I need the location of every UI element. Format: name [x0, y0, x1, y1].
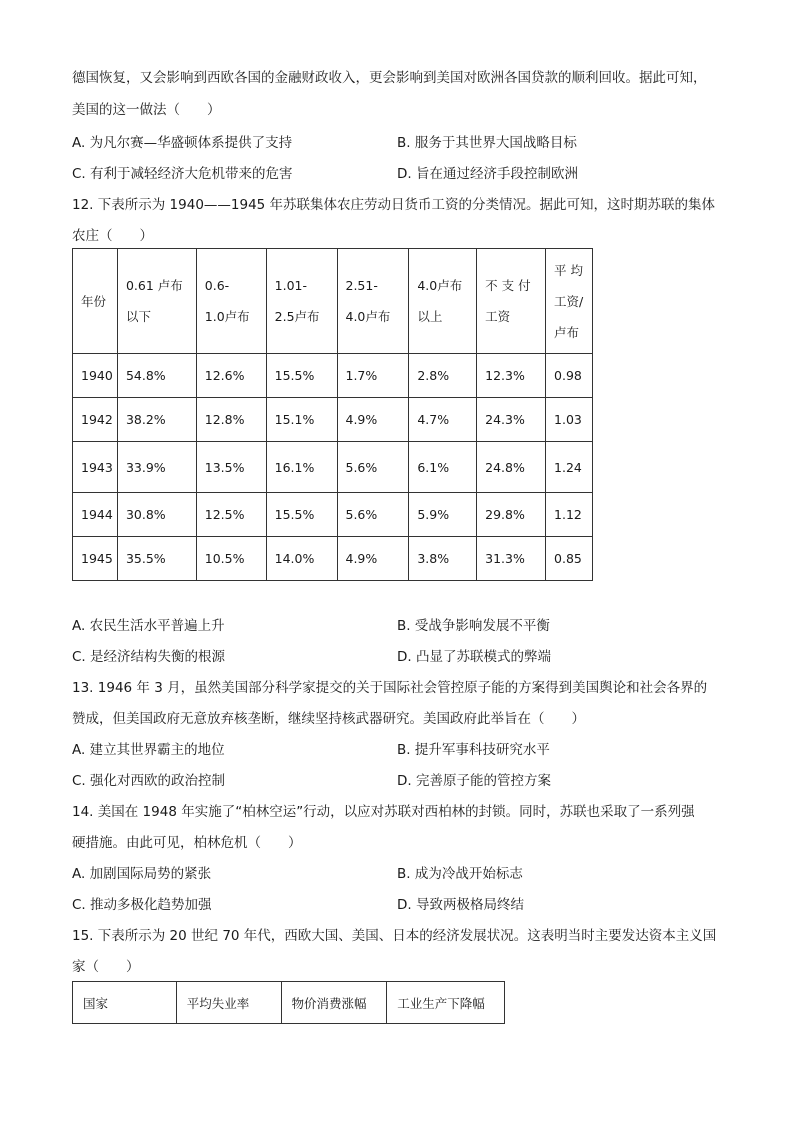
table-row — [73, 537, 593, 581]
header-101-25: 1.01- 2.5卢布 — [266, 249, 337, 354]
table-cell: 6.1% — [409, 442, 477, 493]
table-cell: 38.2% — [117, 398, 196, 442]
q11-stem-line2: 美国的这一做法（ ） — [72, 102, 221, 118]
header-above-40: 4.0卢布 以上 — [409, 249, 477, 354]
table-row — [73, 493, 593, 537]
table-cell: 0.85 — [546, 537, 593, 581]
table-cell: 0.98 — [546, 354, 593, 398]
q12-option-b[interactable]: B. 受战争影响发展不平衡 — [397, 618, 550, 634]
q13-stem-line2: 赞成，但美国政府无意放弃核垄断，继续坚持核武器研究。美国政府此举旨在（ ） — [72, 711, 585, 727]
header-below-061: 0.61 卢布 以下 — [117, 249, 196, 354]
table-cell: 35.5% — [117, 537, 196, 581]
q11-stem-line1: 德国恢复，又会影响到西欧各国的金融财政收入，更会影响到美国对欧洲各国贷款的顺利回收。据此可知， — [72, 70, 707, 86]
table-row — [73, 354, 593, 398]
q13-option-c[interactable]: C. 强化对西欧的政治控制 — [72, 773, 226, 789]
q14-option-b[interactable]: B. 成为冷战开始标志 — [397, 866, 523, 882]
header-unpaid: 不 支 付 工资 — [477, 249, 546, 354]
header-06-10: 0.6- 1.0卢布 — [196, 249, 266, 354]
table-cell: 5.6% — [337, 442, 409, 493]
table-cell: 1945 — [73, 537, 118, 581]
q12-option-a[interactable]: A. 农民生活水平普遍上升 — [72, 618, 225, 634]
table-cell: 10.5% — [196, 537, 266, 581]
table-cell: 1.12 — [546, 493, 593, 537]
table-cell: 24.3% — [477, 398, 546, 442]
table-cell: 33.9% — [117, 442, 196, 493]
table-cell: 13.5% — [196, 442, 266, 493]
q12-option-d[interactable]: D. 凸显了苏联模式的弊端 — [397, 649, 551, 665]
q15-stem-line1: 15. 下表所示为 20 世纪 70 年代，西欧大国、美国、日本的经济发展状况。这表明当时主要发达资本主义国 — [72, 928, 717, 944]
header-price-rise: 物价消费涨幅 — [281, 982, 387, 1024]
table-cell: 4.9% — [337, 398, 409, 442]
table-cell: 1.24 — [546, 442, 593, 493]
table-cell: 16.1% — [266, 442, 337, 493]
table-cell: 30.8% — [117, 493, 196, 537]
table-cell: 12.3% — [477, 354, 546, 398]
table-cell: 1943 — [73, 442, 118, 493]
q15-economy-table — [72, 981, 505, 1024]
table-cell: 1944 — [73, 493, 118, 537]
q13-option-b[interactable]: B. 提升军事科技研究水平 — [397, 742, 550, 758]
table-cell: 15.5% — [266, 354, 337, 398]
q13-option-a[interactable]: A. 建立其世界霸主的地位 — [72, 742, 225, 758]
table-row — [73, 442, 593, 493]
table-cell: 3.8% — [409, 537, 477, 581]
header-industrial-decline: 工业生产下降幅 — [387, 982, 505, 1024]
table-cell: 29.8% — [477, 493, 546, 537]
q12-wage-table — [72, 248, 593, 581]
q12-option-c[interactable]: C. 是经济结构失衡的根源 — [72, 649, 226, 665]
header-251-40: 2.51- 4.0卢布 — [337, 249, 409, 354]
q12-stem-line1: 12. 下表所示为 1940——1945 年苏联集体农庄劳动日货币工资的分类情况。据此可知，这时期苏联的集体 — [72, 197, 716, 213]
table-cell: 12.5% — [196, 493, 266, 537]
table-cell: 4.7% — [409, 398, 477, 442]
table-cell: 12.8% — [196, 398, 266, 442]
table-cell: 15.1% — [266, 398, 337, 442]
q14-stem-line1: 14. 美国在 1948 年实施了“柏林空运”行动，以应对苏联对西柏林的封锁。同时，苏联也采取了一系列强 — [72, 804, 695, 820]
table-cell: 31.3% — [477, 537, 546, 581]
table-row — [73, 398, 593, 442]
table-cell: 4.9% — [337, 537, 409, 581]
table-cell: 24.8% — [477, 442, 546, 493]
table-cell: 15.5% — [266, 493, 337, 537]
q11-option-c[interactable]: C. 有利于减轻经济大危机带来的危害 — [72, 166, 293, 182]
header-average-wage: 平 均 工资/ 卢布 — [546, 249, 593, 354]
table-header-row — [73, 982, 505, 1024]
table-cell: 5.6% — [337, 493, 409, 537]
header-year: 年份 — [73, 249, 118, 354]
q15-stem-line2: 家（ ） — [72, 959, 140, 975]
table-cell: 2.8% — [409, 354, 477, 398]
header-country: 国家 — [73, 982, 177, 1024]
table-cell: 12.6% — [196, 354, 266, 398]
table-cell: 14.0% — [266, 537, 337, 581]
q11-option-d[interactable]: D. 旨在通过经济手段控制欧洲 — [397, 166, 578, 182]
q13-stem-line1: 13. 1946 年 3 月，虽然美国部分科学家提交的关于国际社会管控原子能的方案得到美国舆论和社会各界的 — [72, 680, 708, 696]
q12-stem-line2: 农庄（ ） — [72, 228, 153, 244]
table-cell: 1.03 — [546, 398, 593, 442]
table-header-row — [73, 249, 593, 354]
q14-stem-line2: 硬措施。由此可见，柏林危机（ ） — [72, 835, 302, 851]
table-cell: 1940 — [73, 354, 118, 398]
q14-option-a[interactable]: A. 加剧国际局势的紧张 — [72, 866, 212, 882]
header-unemployment: 平均失业率 — [176, 982, 281, 1024]
table-cell: 1.7% — [337, 354, 409, 398]
q13-option-d[interactable]: D. 完善原子能的管控方案 — [397, 773, 551, 789]
q11-option-a[interactable]: A. 为凡尔赛—华盛顿体系提供了支持 — [72, 135, 293, 151]
table-cell: 1942 — [73, 398, 118, 442]
q11-option-b[interactable]: B. 服务于其世界大国战略目标 — [397, 135, 577, 151]
table-cell: 5.9% — [409, 493, 477, 537]
table-cell: 54.8% — [117, 354, 196, 398]
q14-option-c[interactable]: C. 推动多极化趋势加强 — [72, 897, 212, 913]
q14-option-d[interactable]: D. 导致两极格局终结 — [397, 897, 524, 913]
